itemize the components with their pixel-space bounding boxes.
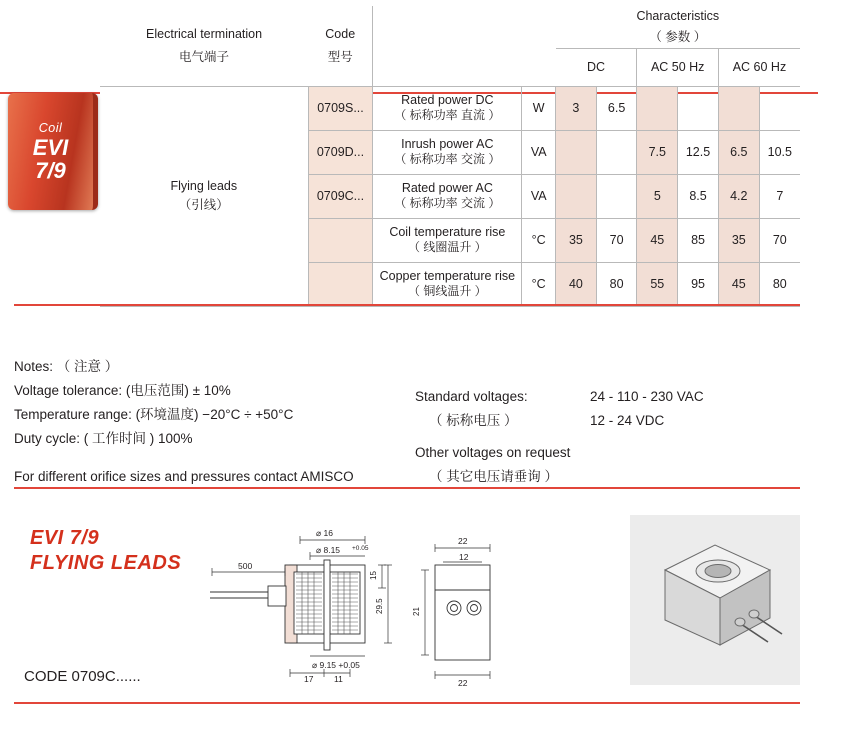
value-ac60-2: 7 bbox=[759, 174, 800, 218]
termination-en: Flying leads bbox=[170, 179, 238, 194]
notes-voltage-tolerance: Voltage tolerance: (电压范围) ± 10% bbox=[14, 383, 231, 399]
value-dc-1: 3 bbox=[556, 86, 597, 130]
value-ac60-2: 70 bbox=[759, 218, 800, 262]
product-photo bbox=[640, 530, 790, 670]
dim-d915: ⌀ 9.15 +0.05 bbox=[312, 660, 360, 670]
header-characteristics-en: Characteristics bbox=[636, 8, 720, 23]
mid-divider bbox=[14, 487, 800, 489]
row-label-en: Copper temperature rise bbox=[379, 268, 516, 283]
value-dc-2 bbox=[596, 130, 637, 174]
dim-d815: ⌀ 8.15 bbox=[316, 545, 341, 555]
table-bottom-divider bbox=[14, 304, 800, 306]
dim-w17: 17 bbox=[304, 674, 314, 684]
header-code-zh: 型号 bbox=[327, 49, 353, 64]
row-label-inrush-power-ac bbox=[373, 130, 522, 174]
notes-block bbox=[14, 355, 434, 489]
dim-h295: 29.5 bbox=[375, 598, 384, 614]
voltages-values bbox=[590, 385, 704, 433]
header-ac60: AC 60 Hz bbox=[718, 48, 800, 86]
dim-d16: ⌀ 16 bbox=[316, 528, 333, 538]
dim-d815-tol: +0.05 bbox=[352, 545, 369, 552]
value-ac50-1: 45 bbox=[637, 218, 678, 262]
value-dc-1: 35 bbox=[556, 218, 597, 262]
badge-model: EVI bbox=[32, 134, 69, 160]
notes-duty-cycle: Duty cycle: ( 工作时间 ) 100% bbox=[14, 431, 193, 447]
code-0709c: 0709C... bbox=[308, 174, 373, 218]
dim-lead-length: 500 bbox=[238, 561, 253, 571]
dim-f12: 12 bbox=[459, 552, 469, 562]
value-ac50-2: 12.5 bbox=[678, 130, 719, 174]
notes-contact: For different orifice sizes and pressures contact AMISCO bbox=[14, 469, 354, 485]
termination-cell bbox=[100, 86, 308, 306]
row-unit: VA bbox=[522, 174, 556, 218]
row-label-copper-temperature-rise bbox=[373, 262, 522, 306]
row-unit: VA bbox=[522, 130, 556, 174]
header-ac50: AC 50 Hz bbox=[637, 48, 719, 86]
badge-size: 7/9 bbox=[35, 158, 66, 183]
dim-w11: 11 bbox=[334, 674, 343, 684]
value-dc-2: 80 bbox=[596, 262, 637, 306]
value-ac50-1: 7.5 bbox=[637, 130, 678, 174]
other-voltages-zh: （ 其它电压请垂询 ） bbox=[429, 469, 559, 485]
code-empty-2 bbox=[308, 262, 373, 306]
header-electrical-termination bbox=[100, 6, 308, 86]
row-label-en: Rated power AC bbox=[401, 180, 493, 195]
dim-f22-bot: 22 bbox=[458, 678, 468, 688]
row-label-coil-temperature-rise bbox=[373, 218, 522, 262]
value-ac50-2: 85 bbox=[678, 218, 719, 262]
header-code bbox=[308, 6, 373, 86]
header-dc: DC bbox=[556, 48, 637, 86]
row-label-zh: （ 标称功率 直流 ） bbox=[394, 108, 501, 123]
row-label-en: Coil temperature rise bbox=[389, 224, 506, 239]
header-termination-zh: 电气端子 bbox=[179, 49, 230, 64]
row-label-zh: （ 标称功率 交流 ） bbox=[394, 152, 501, 167]
row-unit: °C bbox=[522, 262, 556, 306]
voltage-ac: 24 - 110 - 230 VAC bbox=[590, 389, 704, 404]
value-dc-2: 70 bbox=[596, 218, 637, 262]
bottom-title-type: FLYING LEADS bbox=[30, 552, 182, 574]
row-label-rated-power-dc bbox=[373, 86, 522, 130]
value-dc-1 bbox=[556, 130, 597, 174]
row-label-zh: （ 铜线温升 ） bbox=[408, 284, 487, 299]
header-code-en: Code bbox=[325, 26, 356, 41]
value-ac60-2: 10.5 bbox=[759, 130, 800, 174]
row-unit: W bbox=[522, 86, 556, 130]
other-voltages-en: Other voltages on request bbox=[415, 445, 571, 461]
termination-zh: （引线） bbox=[178, 198, 229, 212]
dim-h15: 15 bbox=[369, 571, 378, 580]
value-ac50-1: 55 bbox=[637, 262, 678, 306]
code-0709s: 0709S... bbox=[308, 86, 373, 130]
voltage-dc: 12 - 24 VDC bbox=[590, 413, 665, 429]
row-unit: °C bbox=[522, 218, 556, 262]
drawing-svg bbox=[190, 510, 520, 695]
coil-3d-image bbox=[640, 530, 790, 670]
value-ac60-1 bbox=[718, 86, 759, 130]
bottom-code: CODE 0709C...... bbox=[24, 668, 141, 685]
value-ac50-2 bbox=[678, 86, 719, 130]
standard-voltages-en: Standard voltages: bbox=[415, 389, 528, 404]
header-spacer bbox=[373, 6, 522, 86]
coil-model-badge bbox=[8, 93, 98, 210]
value-ac60-1: 45 bbox=[718, 262, 759, 306]
notes-title: Notes: （ 注意 ） bbox=[14, 359, 119, 374]
row-label-zh: （ 标称功率 交流 ） bbox=[394, 196, 501, 211]
value-ac60-1: 6.5 bbox=[718, 130, 759, 174]
value-dc-1 bbox=[556, 174, 597, 218]
row-label-zh: （ 线圈温升 ） bbox=[408, 240, 487, 255]
standard-voltages-zh: （ 标称电压 ） bbox=[429, 413, 518, 429]
code-empty-1 bbox=[308, 218, 373, 262]
notes-temperature-range: Temperature range: (环境温度) −20°C ÷ +50°C bbox=[14, 407, 294, 423]
row-label-en: Rated power DC bbox=[401, 92, 494, 107]
row-label-en: Inrush power AC bbox=[401, 136, 494, 151]
bottom-title-model: EVI 7/9 bbox=[30, 527, 100, 549]
value-ac50-1 bbox=[637, 86, 678, 130]
value-dc-2 bbox=[596, 174, 637, 218]
value-dc-1: 40 bbox=[556, 262, 597, 306]
value-ac50-2: 95 bbox=[678, 262, 719, 306]
technical-drawing bbox=[190, 510, 520, 695]
bottom-title-block bbox=[30, 527, 181, 575]
header-unit-spacer bbox=[522, 6, 556, 86]
value-dc-2: 6.5 bbox=[596, 86, 637, 130]
row-label-rated-power-ac bbox=[373, 174, 522, 218]
code-0709d: 0709D... bbox=[308, 130, 373, 174]
value-ac60-1: 4.2 bbox=[718, 174, 759, 218]
header-characteristics bbox=[556, 6, 800, 48]
value-ac60-1: 35 bbox=[718, 218, 759, 262]
dim-f22-top: 22 bbox=[458, 536, 468, 546]
voltages-labels bbox=[415, 385, 570, 489]
value-ac50-2: 8.5 bbox=[678, 174, 719, 218]
header-termination-en: Electrical termination bbox=[146, 26, 263, 41]
value-ac50-1: 5 bbox=[637, 174, 678, 218]
badge-coil-label: Coil bbox=[38, 120, 63, 135]
value-ac60-2: 80 bbox=[759, 262, 800, 306]
footer-divider bbox=[14, 702, 800, 704]
specification-table bbox=[100, 6, 800, 307]
dim-f21: 21 bbox=[412, 607, 421, 616]
header-characteristics-zh: （ 参数 ） bbox=[649, 29, 707, 44]
value-ac60-2 bbox=[759, 86, 800, 130]
